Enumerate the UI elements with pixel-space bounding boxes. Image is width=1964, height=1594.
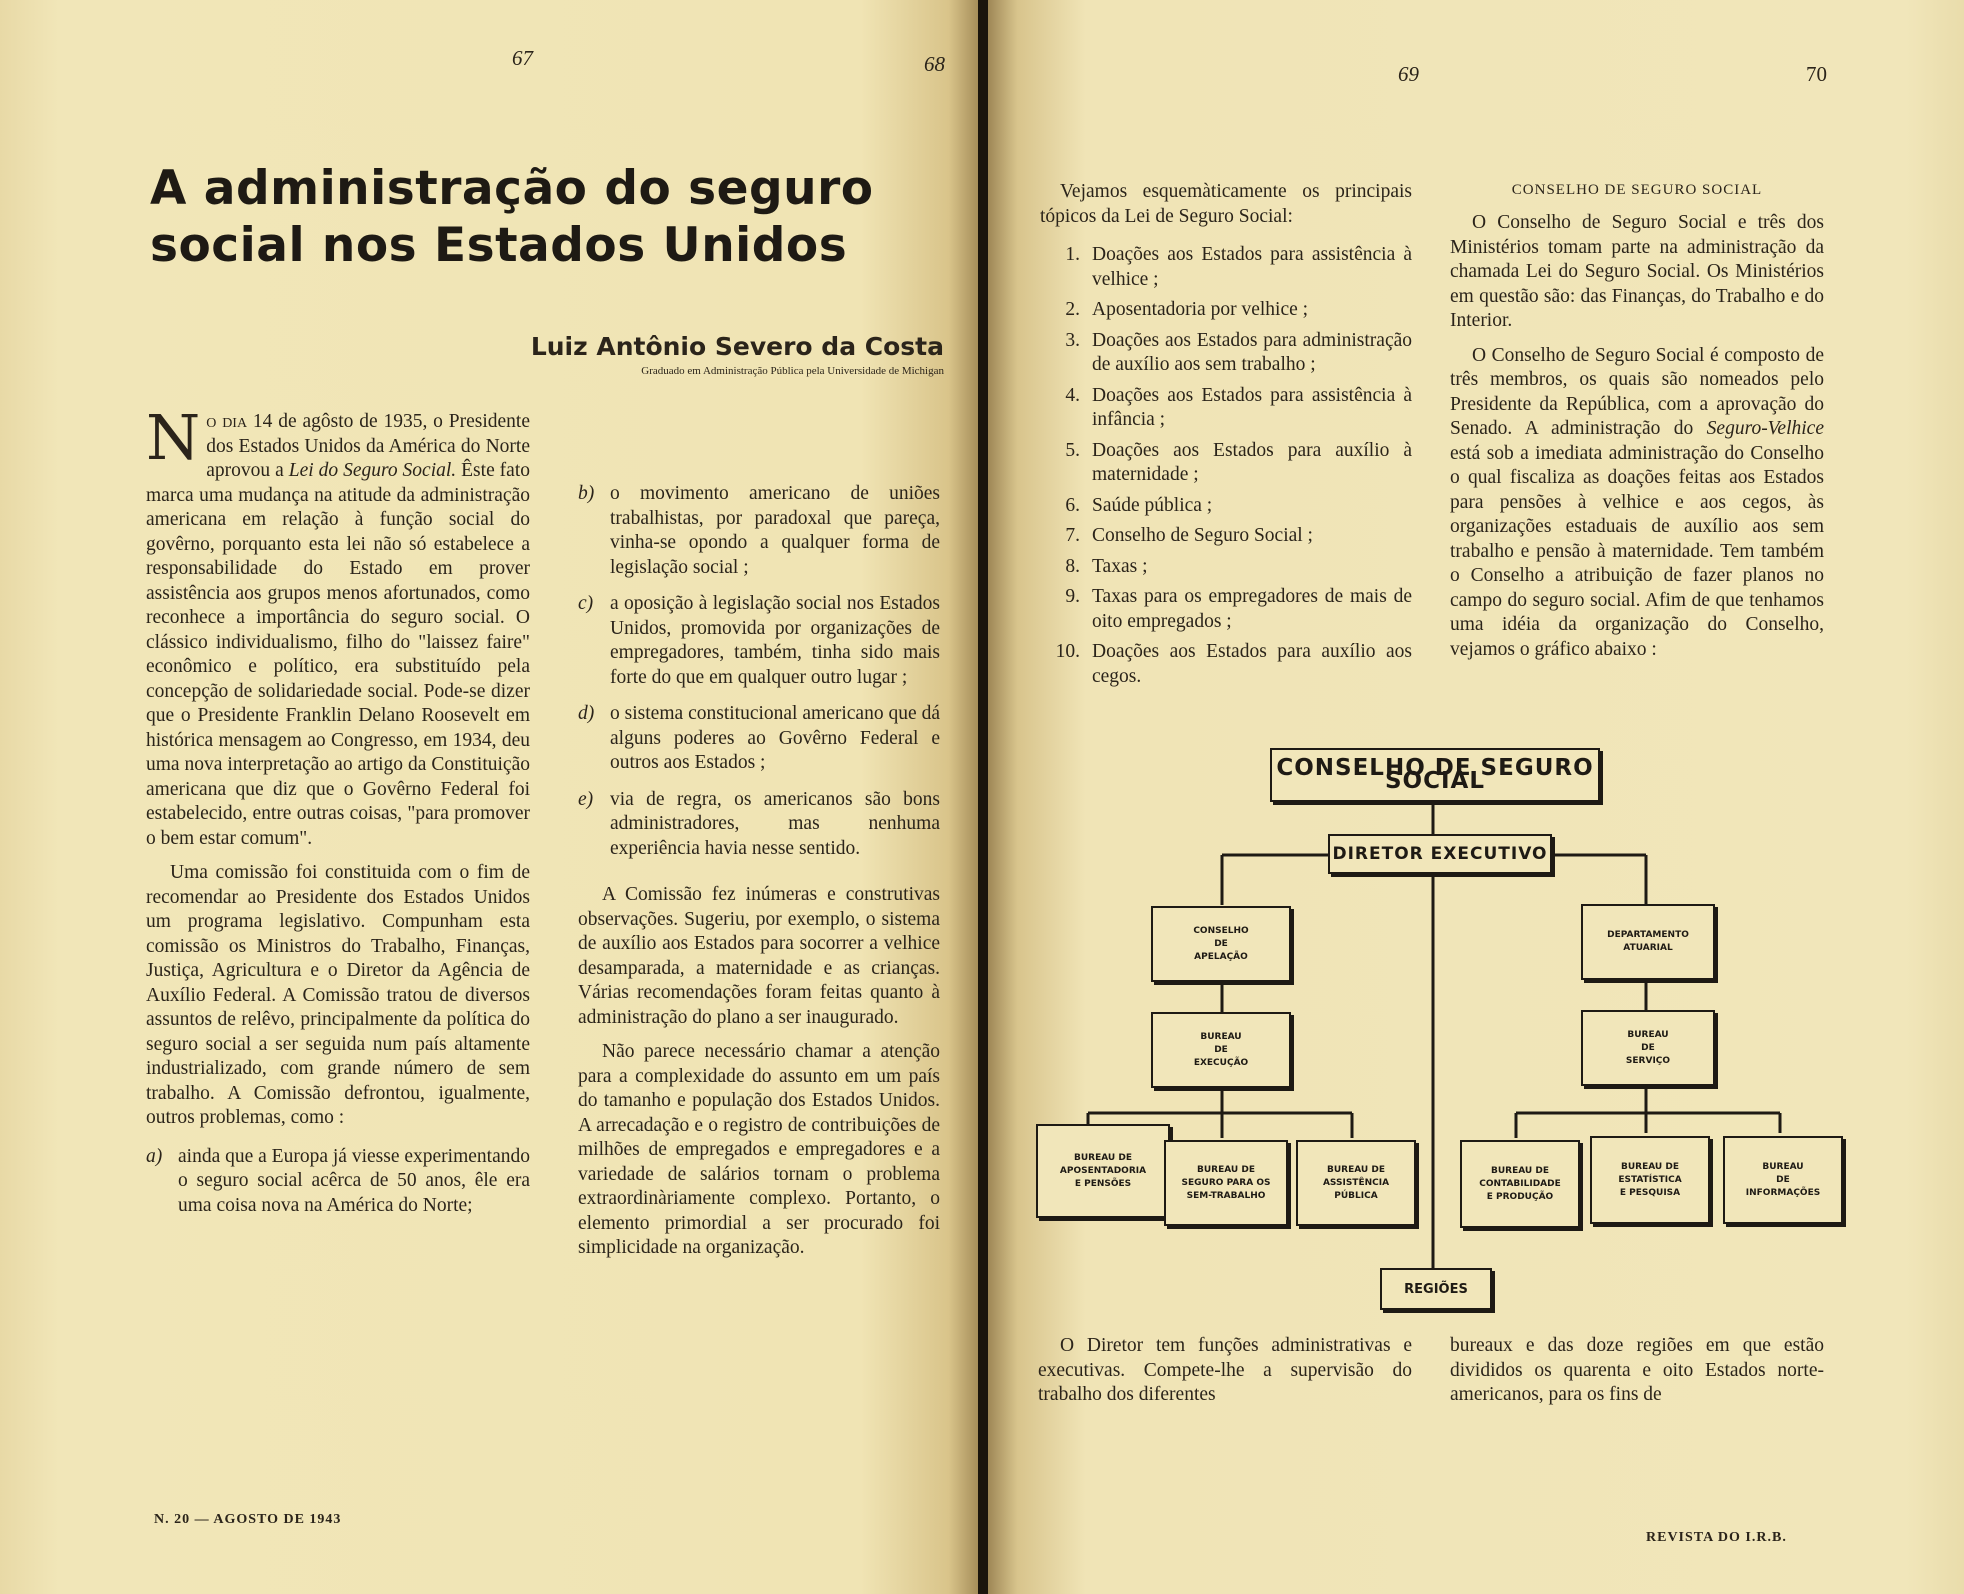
org-box-bureau-servico: BUREAU DE SERVIÇO [1581, 1010, 1715, 1086]
right-page [988, 0, 1964, 1594]
right-right-bottom [1450, 1334, 1824, 1418]
topic-text: Conselho de Seguro Social ; [1092, 525, 1313, 546]
org-box-bureau-assistencia: BUREAU DE ASSISTÊNCIA PÚBLICA [1296, 1140, 1416, 1226]
drop-cap: N [146, 401, 201, 474]
topic-number: 1. [1065, 244, 1080, 265]
paragraph-complexity: Não parece necessário chamar a atenção para a complexidade do assunto em um país do tamanho e população dos Estados Unidos. A arrecadação e o registro de contribuições de milhões de empregados e empregadores e a variedade de salários tornam o problema extraordinàriamente complexo. Portanto, o elemento primordial a ser procurado foi simplicidade na organização. [578, 1041, 940, 1258]
paragraph-intro: No dia 14 de agôsto de 1935, o Presidente dos Estados Unidos da América do Norte aprovou a Lei do Seguro Social. Êste fato marca uma mudança na atitude da administração americana em relação à função social do govêrno, porquanto esta lei não só estabelece a responsabilidade do Estado em prover assistência aos grupos menos afortunados, como reconhece a importância do seguro social. O clássico individualismo, filho do "laissez faire" econômico e político, era substituído pela concepção de solidariedade social. Pode-se dizer que o Presidente Franklin Delano Roosevelt em histórica mensagem ao Congresso, em 1934, deu uma nova interpretação ao artigo da Constituição americana que diz que o Govêrno Federal foi estabelecido, entre outras coisas, "para promover o bem estar comum". [146, 401, 531, 849]
topic-number: 3. [1065, 329, 1080, 351]
topic-text: Taxas para os empregadores de mais de oito empregados ; [1092, 586, 1412, 632]
org-box-bureau-aposentadoria: BUREAU DE APOSENTADORIA E PENSÕES [1036, 1124, 1170, 1218]
org-box-bureau-execucao: BUREAU DE EXECUÇÃO [1151, 1012, 1291, 1088]
middle-column [578, 482, 940, 1271]
right-left-bottom [1038, 1334, 1412, 1418]
topic-text: Doações aos Estados para auxílio à maternidade ; [1092, 439, 1412, 485]
footer-journal: REVISTA DO I.R.B. [1646, 1530, 1787, 1545]
list-item-text: o movimento americano de uniões trabalhistas, por paradoxal que pareça, vinha-se opondo a qualquer forma de legislação social ; [610, 483, 940, 578]
paragraph-bureaux: bureaux e das doze regiões em que estão divididos os quarenta e oito Estados norte-americanos, para os fins de [1450, 1335, 1824, 1405]
list-item-label: c) [578, 593, 594, 614]
author-name: Luiz Antônio Severo da Costa [530, 332, 944, 361]
page-number-68: 68 [924, 52, 945, 76]
page-number-70: 70 [1806, 62, 1827, 86]
org-box-bureau-contabilidade: BUREAU DE CONTABILIDADE E PRODUÇÃO [1460, 1140, 1580, 1228]
topic-text: Aposentadoria por velhice ; [1092, 299, 1309, 320]
topic-number: 10. [1055, 641, 1080, 662]
list-item-c [578, 592, 940, 690]
org-box-conselho-seguro-social: CONSELHO DE SEGURO SOCIAL [1270, 748, 1600, 802]
section-heading: CONSELHO DE SEGURO SOCIAL [1511, 182, 1763, 198]
topic-text: Doações aos Estados para assistência à infância ; [1092, 384, 1412, 430]
topic-number: 8. [1065, 555, 1080, 577]
list-item-a: a) ainda que a Europa já viesse experimentando o seguro social acêrca de 50 anos, êle era uma coisa nova na América do Norte; [146, 1145, 530, 1216]
paragraph-council: O Conselho de Seguro Social e três dos Ministérios tomam parte na administração da chamada Lei do Seguro Social. Os Ministérios em questão são: das Finanças, do Trabalho e do Interior. [1450, 212, 1824, 331]
paragraph-members: O Conselho de Seguro Social é composto de três membros, os quais são nomeados pelo Presidente da República, com a aprovação do Senado. A administração do Seguro-Velhice está sob a imediata administração do Conselho o qual fiscaliza as doações feitas aos Estados para pensões à velhice e aos cegos, às organizações estaduais de auxílio aos sem trabalho e pensão à maternidade. Tem também o Conselho a atribuição de fazer planos no campo do seguro social. Afim de que tenhamos uma idéia da organização do Conselho, vejamos o gráfico abaixo : [1450, 344, 1824, 660]
org-box-bureau-estatistica: BUREAU DE ESTATÍSTICA E PESQUISA [1590, 1136, 1710, 1224]
org-box-conselho-apelacao: CONSELHO DE APELAÇÃO [1151, 906, 1291, 982]
paragraph-topics-intro: Vejamos esquemàticamente os principais tópicos da Lei de Seguro Social: [1040, 181, 1412, 227]
page-number-69: 69 [1398, 62, 1419, 86]
author-affiliation: Graduado em Administração Pública pela Universidade de Michigan [641, 365, 944, 377]
topic-text: Taxas ; [1092, 555, 1148, 577]
org-box-departamento-atuarial: DEPARTAMENTO ATUARIAL [1581, 904, 1715, 980]
list-item-text: via de regra, os americanos são bons administradores, mas nenhuma experiência havia nesse sentido. [610, 788, 940, 859]
topic-number: 2. [1065, 299, 1080, 320]
topic-number: 5. [1065, 439, 1080, 461]
list-item-d [578, 702, 940, 776]
list-item-text: a oposição à legislação social nos Estados Unidos, promovida por organizações de empregadores, também, tinha sido mais forte do que em qualquer outro lugar ; [610, 593, 940, 688]
paragraph-commission: Uma comissão foi constituida com o fim de recomendar ao Presidente dos Estados Unidos um programa legislativo. Compunham esta comissão os Ministros do Trabalho, Finanças, Justiça, Agricultura e o Diretor da Agência de Auxílio Federal. A Comissão tratou de diversos assuntos de relêvo, principalmente da política do seguro social a ser seguida num país altamente industrializado, com grande número de sem trabalho. A Comissão defrontou, igualmente, outros problemas, como : [146, 862, 530, 1128]
topic-number: 9. [1065, 586, 1080, 607]
topic-number: 6. [1065, 494, 1080, 516]
paragraph-director: O Diretor tem funções administrativas e executivas. Compete-lhe a supervisão do trabalho dos diferentes [1038, 1335, 1412, 1405]
author-block [531, 332, 944, 377]
list-item-label: b) [578, 483, 595, 504]
topic-text: Doações aos Estados para assistência à velhice ; [1092, 244, 1412, 290]
org-box-diretor-executivo: DIRETOR EXECUTIVO [1328, 834, 1552, 874]
left-column [146, 401, 531, 1230]
book-gutter [978, 0, 988, 1594]
list-item-label: d) [578, 703, 595, 724]
article-title: A administração do seguro social nos Estados Unidos [150, 161, 874, 273]
list-item-label: e) [578, 788, 594, 810]
page-number-67: 67 [512, 46, 533, 70]
topic-text: Saúde pública ; [1092, 494, 1213, 516]
topic-text: Doações aos Estados para administração de auxílio aos sem trabalho ; [1092, 329, 1412, 375]
list-item-e [578, 788, 940, 862]
left-page [0, 0, 978, 1594]
middle-list [578, 482, 940, 861]
list-item-b [578, 482, 940, 580]
topic-text: Doações aos Estados para auxílio aos cegos. [1092, 641, 1412, 687]
org-box-bureau-informacoes: BUREAU DE INFORMAÇÕES [1723, 1136, 1843, 1224]
org-box-bureau-seguro-sem-trabalho: BUREAU DE SEGURO PARA OS SEM-TRABALHO [1164, 1140, 1288, 1226]
topic-number: 4. [1065, 384, 1080, 406]
footer-issue: N. 20 — AGOSTO DE 1943 [154, 1512, 342, 1527]
paragraph-observations: A Comissão fez inúmeras e construtivas observações. Sugeriu, por exemplo, o sistema de auxílio aos Estados para socorrer a velhice desamparada, a maternidade e as crianças. Várias recomendações foram feitas quanto à administração do plano a ser inaugurado. [578, 884, 940, 1028]
list-item-text: o sistema constitucional americano que dá alguns poderes ao Govêrno Federal e outros aos Estados ; [610, 703, 940, 773]
topic-number: 7. [1065, 525, 1080, 546]
org-box-regioes: REGIÕES [1380, 1268, 1492, 1310]
